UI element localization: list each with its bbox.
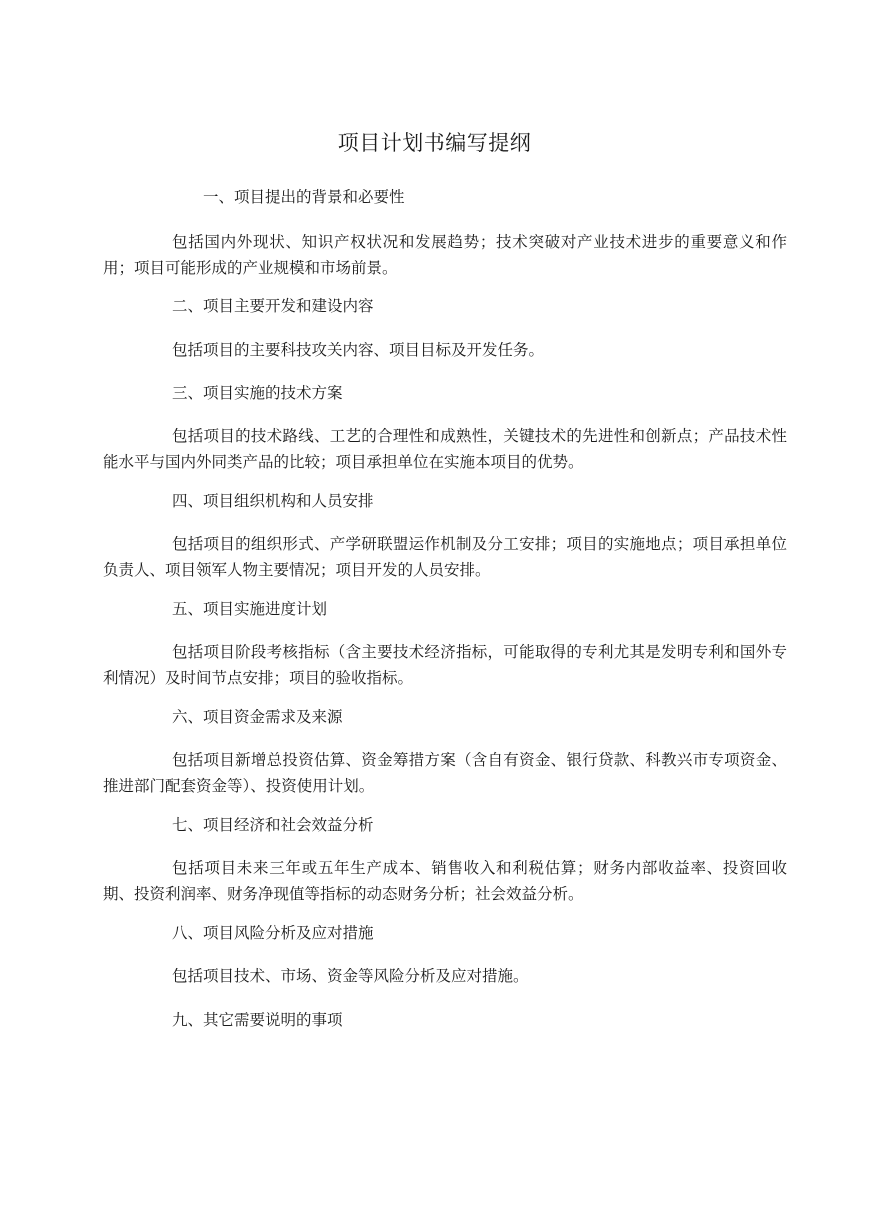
section-heading-4: 四、项目组织机构和人员安排 — [172, 492, 374, 510]
section-heading-2: 二、项目主要开发和建设内容 — [172, 297, 374, 315]
section-heading-7: 七、项目经济和社会效益分析 — [172, 816, 374, 834]
section-heading-8: 八、项目风险分析及应对措施 — [172, 924, 374, 942]
section-heading-9: 九、其它需要说明的事项 — [172, 1011, 343, 1029]
section-heading-3: 三、项目实施的技术方案 — [172, 384, 343, 402]
section-body-2: 包括项目的主要科技攻关内容、项目目标及开发任务。 — [172, 341, 545, 359]
section-heading-6: 六、项目资金需求及来源 — [172, 708, 343, 726]
section-heading-5: 五、项目实施进度计划 — [172, 600, 328, 618]
section-heading-1: 一、项目提出的背景和必要性 — [203, 188, 405, 206]
section-body-6: 包括项目新增总投资估算、资金筹措方案（含自有资金、银行贷款、科教兴市专项资金、推进部门配套资金等）、投资使用计划。 — [103, 751, 787, 795]
section-body-5: 包括项目阶段考核指标（含主要技术经济指标，可能取得的专利尤其是发明专利和国外专利情况）及时间节点安排；项目的验收指标。 — [103, 643, 787, 687]
section-body-1: 包括国内外现状、知识产权状况和发展趋势；技术突破对产业技术进步的重要意义和作用；项目可能形成的产业规模和市场前景。 — [103, 233, 787, 277]
section-body-4: 包括项目的组织形式、产学研联盟运作机制及分工安排；项目的实施地点；项目承担单位负责人、项目领军人物主要情况；项目开发的人员安排。 — [103, 535, 787, 579]
document-title: 项目计划书编写提纲 — [337, 131, 532, 155]
section-body-7: 包括项目未来三年或五年生产成本、销售收入和利税估算；财务内部收益率、投资回收期、投资利润率、财务净现值等指标的动态财务分析；社会效益分析。 — [103, 859, 787, 903]
section-body-8: 包括项目技术、市场、资金等风险分析及应对措施。 — [172, 967, 529, 985]
section-body-3: 包括项目的技术路线、工艺的合理性和成熟性，关键技术的先进性和创新点；产品技术性能水平与国内外同类产品的比较；项目承担单位在实施本项目的优势。 — [103, 427, 787, 471]
